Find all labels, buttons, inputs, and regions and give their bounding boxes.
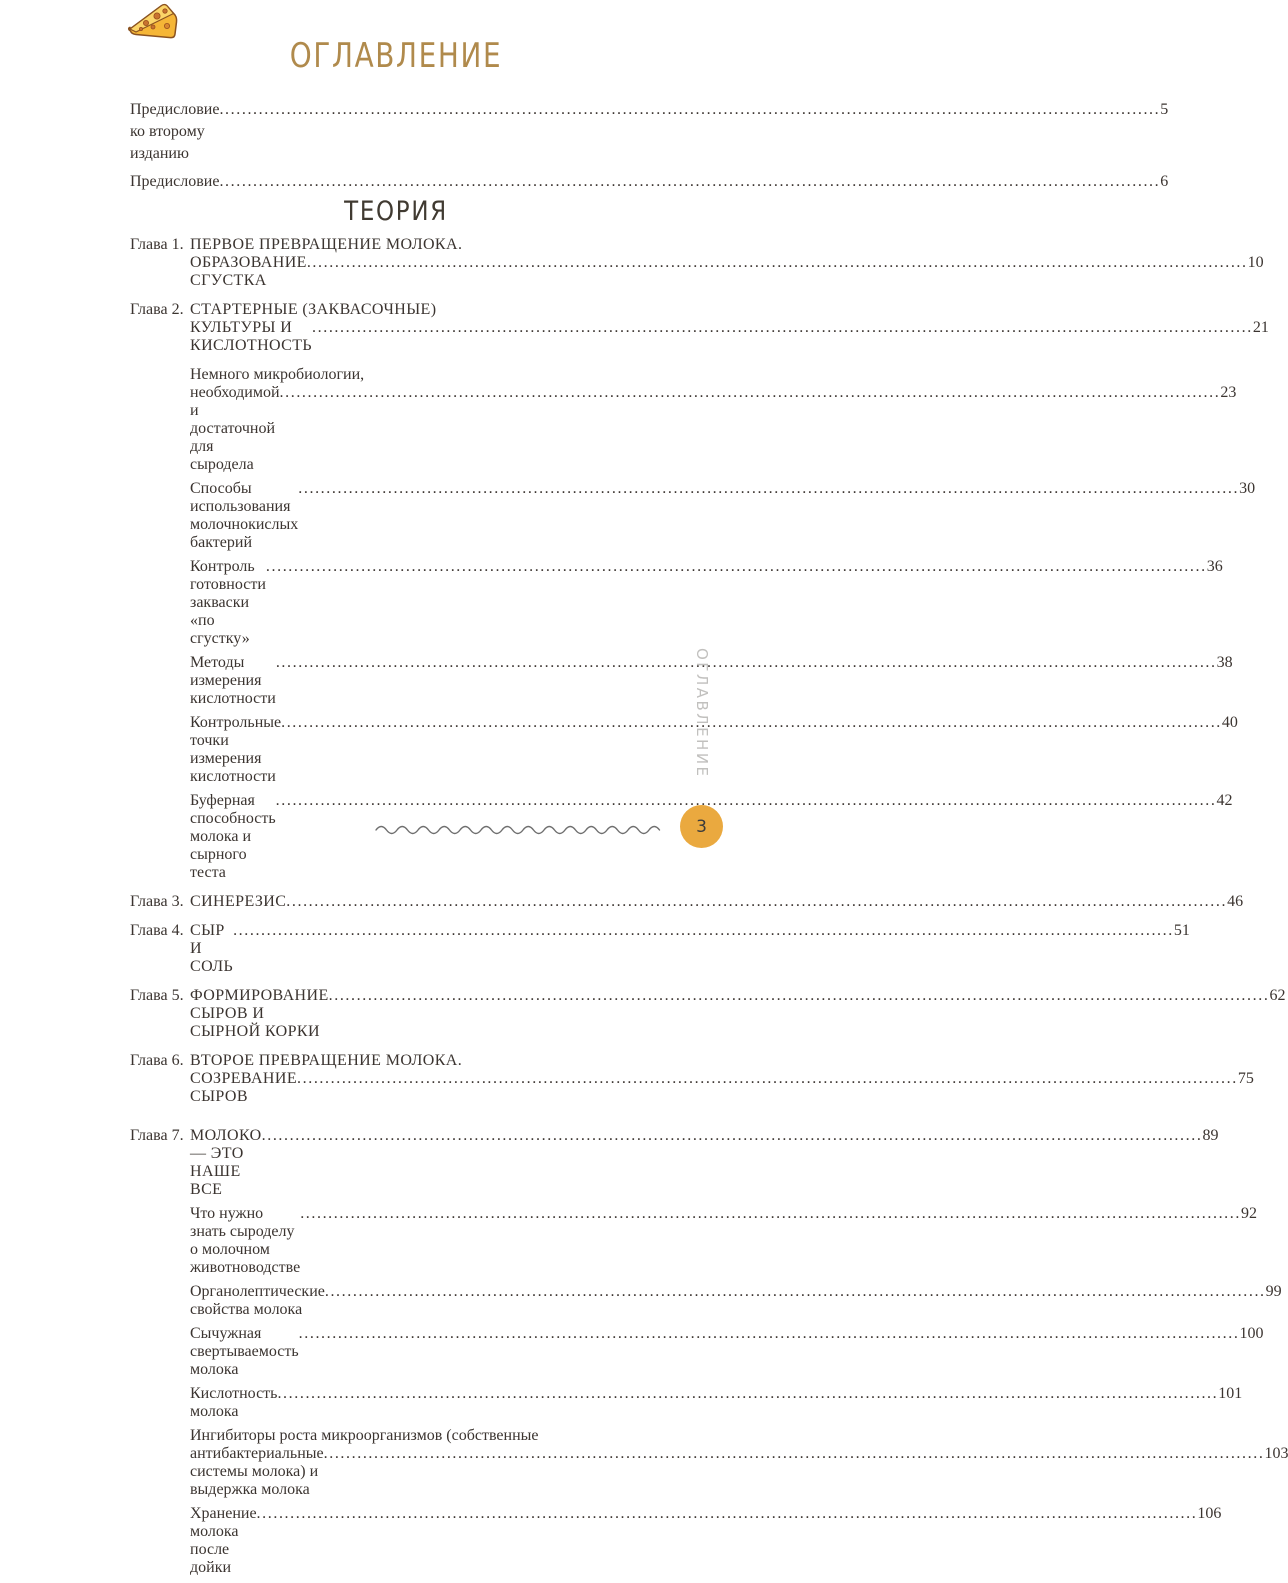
toc-entry-label: Сычужная свертываемость молока [190,1325,299,1378]
toc-entry-label: Ингибиторы роста микроорганизмов (собственные [190,1427,539,1444]
toc-chapter-3[interactable] [130,893,1244,911]
cheese-wedge-icon [127,2,179,42]
toc-entry-label: Немного микробиологии, [190,366,365,383]
toc-chapter-4[interactable] [130,922,1190,976]
dot-leader [298,480,1239,498]
toc-entry-page: 5 [1160,101,1169,118]
dot-leader [266,558,1207,576]
toc-entry-label: Предисловие [130,173,220,190]
toc-entry-page: 100 [1239,1325,1264,1342]
toc-entry-page: 99 [1265,1283,1282,1300]
dot-leader [299,1325,1240,1343]
dot-leader [262,1127,1203,1145]
toc-entry-page: 62 [1269,987,1286,1004]
chapter-title-line: ОБРАЗОВАНИЕ СГУСТКА [190,254,307,289]
toc-entry-label: антибактериальные системы молока) и выдержка молока [190,1445,324,1498]
toc-chapter-2[interactable] [130,301,1269,355]
toc-subsection-growth-inhibitors[interactable] [130,1427,1288,1499]
dot-leader [257,1505,1198,1523]
toc-subsection-milk-storage[interactable] [130,1505,1222,1577]
toc-subsection-rennet-coagulation[interactable] [130,1325,1264,1379]
toc-subsection-microbiology[interactable] [130,366,1237,474]
toc-entry-page: 21 [1252,319,1269,336]
toc-subsection-organoleptic[interactable] [130,1283,1282,1319]
dot-leader [329,987,1270,1005]
toc-entry-page: 23 [1220,384,1237,401]
chapter-title-line: СТАРТЕРНЫЕ (ЗАКВАСОЧНЫЕ) [190,301,437,318]
dot-leader [297,1070,1238,1088]
toc-entry-page: 101 [1218,1385,1243,1402]
toc-entry-page: 42 [1216,792,1233,809]
toc-entry-page: 40 [1221,714,1238,731]
dot-leader [307,254,1248,272]
toc-entry-page: 10 [1247,254,1264,271]
toc-entry-preface-2nd[interactable] [130,99,1169,165]
side-vertical-label: ОГЛАВЛЕНИЕ [693,648,711,779]
wavy-divider [374,821,670,839]
chapter-title-line: СЫР И СОЛЬ [190,922,234,975]
dot-leader [300,1205,1241,1223]
toc-entry-label: Контрольные точки измерения кислотности [190,714,282,785]
toc-entry-label: Хранение молока после дойки [190,1505,257,1576]
dot-leader [277,1385,1218,1403]
dot-leader [233,922,1174,940]
chapter-title-line: ВТОРОЕ ПРЕВРАЩЕНИЕ МОЛОКА. [190,1052,463,1069]
cheese-wedge-svg [127,2,179,42]
toc-entry-label: необходимой и достаточной для сыродела [190,384,280,473]
dot-leader [324,1445,1265,1463]
chapter-number: Глава 1. [130,236,184,253]
toc-entry-label: Предисловие ко второму изданию [130,101,220,162]
toc-entry-page: 89 [1202,1127,1219,1144]
toc-entry-page: 51 [1173,922,1190,939]
toc-entry-page: 38 [1216,654,1233,671]
toc-subsection-bacteria-usage[interactable] [130,480,1256,552]
chapter-number: Глава 6. [130,1052,184,1069]
toc-entry-label: Способы использования молочнокислых бактерий [190,480,299,551]
dot-leader [325,1283,1266,1301]
toc-entry-label: Кислотность молока [190,1385,278,1420]
toc-entry-page: 106 [1197,1505,1222,1522]
dot-leader [281,714,1222,732]
toc-entry-label: Что нужно знать сыроделу о молочном животноводстве [190,1205,301,1276]
page-number-badge [680,805,723,848]
chapter-title-line: СИНЕРЕЗИС [190,893,287,910]
toc-entry-label: Органолептические свойства молока [190,1283,325,1318]
dot-leader [219,99,1160,121]
toc-entry-label: Методы измерения кислотности [190,654,276,707]
dot-leader [219,171,1160,193]
toc-subsection-acidity-methods[interactable] [130,654,1233,708]
chapter-title-line: СОЗРЕВАНИЕ СЫРОВ [190,1070,298,1105]
chapter-title-line: ФОРМИРОВАНИЕ СЫРОВ И СЫРНОЙ КОРКИ [190,987,329,1040]
toc-chapter-7[interactable] [130,1127,1219,1199]
toc-chapter-1[interactable] [130,236,1264,290]
section-heading-theory: ТЕОРИЯ [344,196,448,227]
toc-entry-page: 30 [1239,480,1256,497]
dot-leader [312,319,1253,337]
chapter-title-line: МОЛОКО — ЭТО НАШЕ ВСЕ [190,1127,262,1198]
chapter-number: Глава 2. [130,301,184,318]
chapter-number: Глава 7. [130,1127,184,1144]
toc-chapter-6[interactable] [130,1052,1254,1106]
toc-chapter-5[interactable] [130,987,1286,1041]
toc-entry-page: 92 [1241,1205,1257,1222]
page-title: ОГЛАВЛЕНИЕ [289,36,503,76]
dot-leader [286,893,1227,911]
toc-entry-page: 6 [1160,173,1169,190]
toc-entry-page: 46 [1227,893,1244,910]
toc-subsection-starter-readiness[interactable] [130,558,1223,648]
chapter-number: Глава 5. [130,987,184,1004]
toc-entry-page: 36 [1206,558,1223,575]
toc-entry-label: Контроль готовности закваски «по сгустку» [190,558,266,647]
chapter-title-line: ПЕРВОЕ ПРЕВРАЩЕНИЕ МОЛОКА. [190,236,463,253]
toc-entry-label: Буферная способность молока и сырного теста [190,792,276,881]
chapter-number: Глава 3. [130,893,184,910]
toc-entry-preface[interactable] [130,171,1169,193]
toc-subsection-milk-acidity[interactable] [130,1385,1243,1421]
chapter-title-line: КУЛЬТУРЫ И КИСЛОТНОСТЬ [190,319,313,354]
toc-entry-page: 75 [1237,1070,1254,1087]
toc-subsection-acidity-checkpoints[interactable] [130,714,1238,786]
chapter-number: Глава 4. [130,922,184,939]
toc-entry-page: 103 [1264,1445,1288,1462]
toc-subsection-dairy-farming[interactable] [130,1205,1257,1277]
dot-leader [276,654,1217,672]
dot-leader [280,384,1221,402]
dot-leader [276,792,1217,810]
page-number: 3 [696,816,707,837]
